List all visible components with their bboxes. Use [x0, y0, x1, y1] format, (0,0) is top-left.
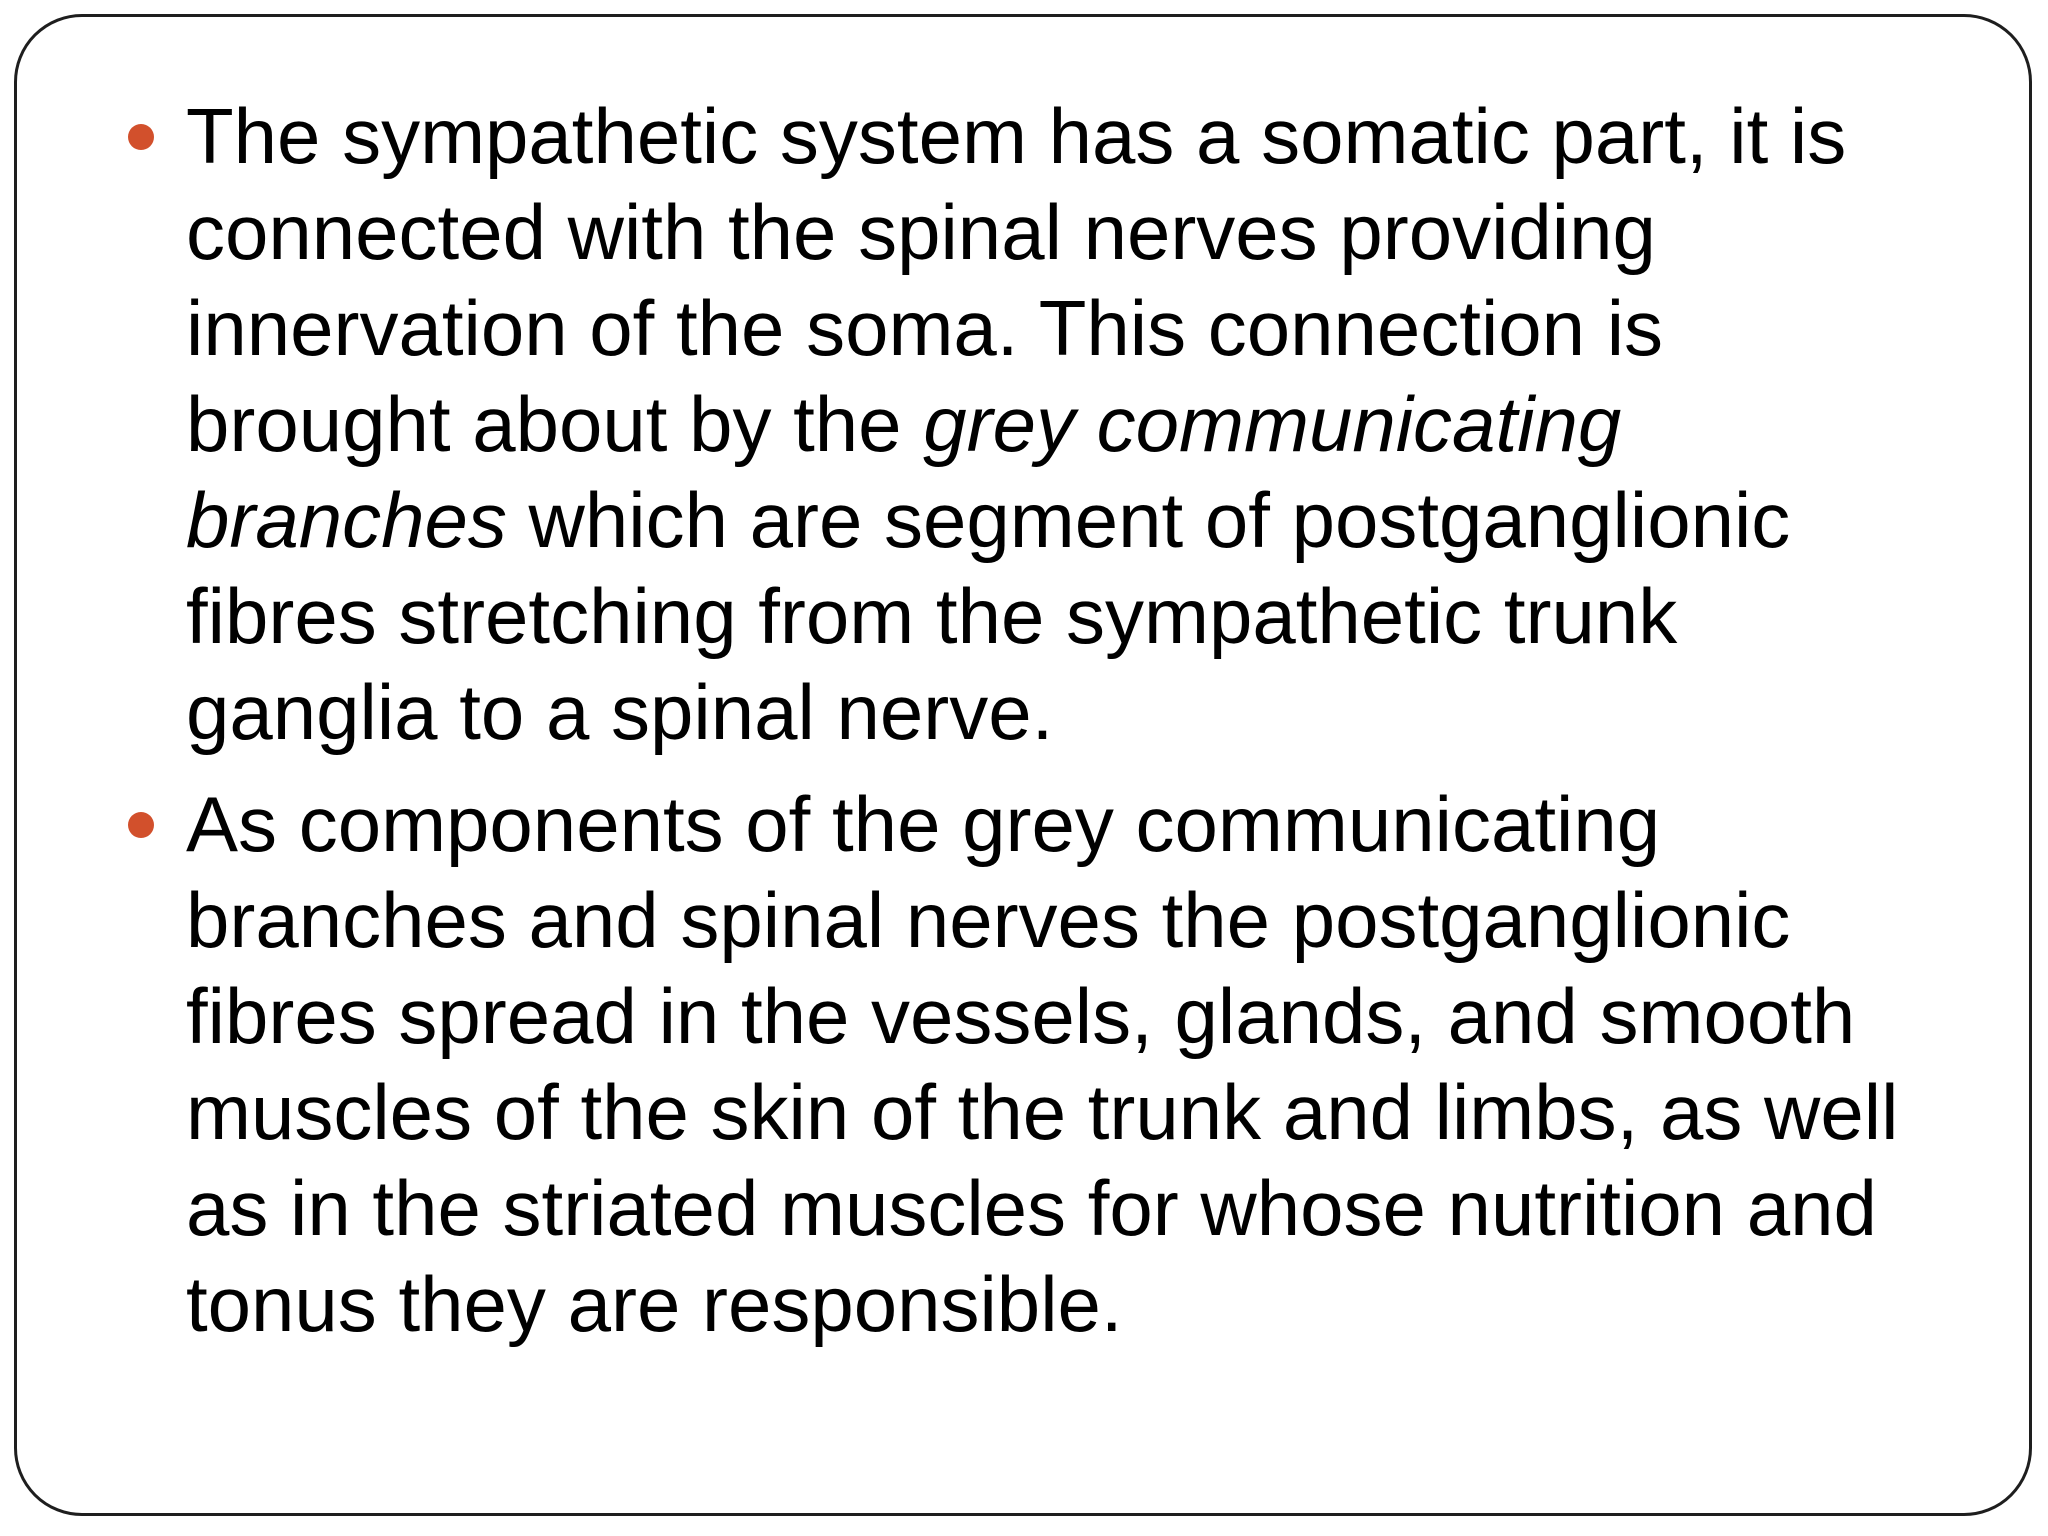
bullet-2-text: As components of the grey communicating branches and spinal nerves the postganglionic fibres spread in the vessels, glands, and smooth muscles of the skin of the trunk and limbs, as well as in the striated muscles for whose nutrition and tonus they are responsible.	[186, 780, 1899, 1348]
bullet-1-text-end: which are segment of postganglionic fibres stretching from the sympathetic trunk ganglia to a spinal nerve.	[186, 476, 1791, 756]
bullet-dot-icon	[128, 124, 154, 150]
bullet-1-italic-term: grey communicating branches	[186, 380, 1622, 564]
bullet-1-text-start: The sympathetic system has a somatic part, it is connected with the spinal nerves providing innervation of the soma. This connection is brought about by the	[186, 92, 1847, 468]
bullet-item-2	[186, 776, 1946, 1352]
bullet-item-1	[186, 88, 1946, 760]
bullet-list	[186, 88, 1946, 1352]
bullet-dot-icon	[128, 812, 154, 838]
